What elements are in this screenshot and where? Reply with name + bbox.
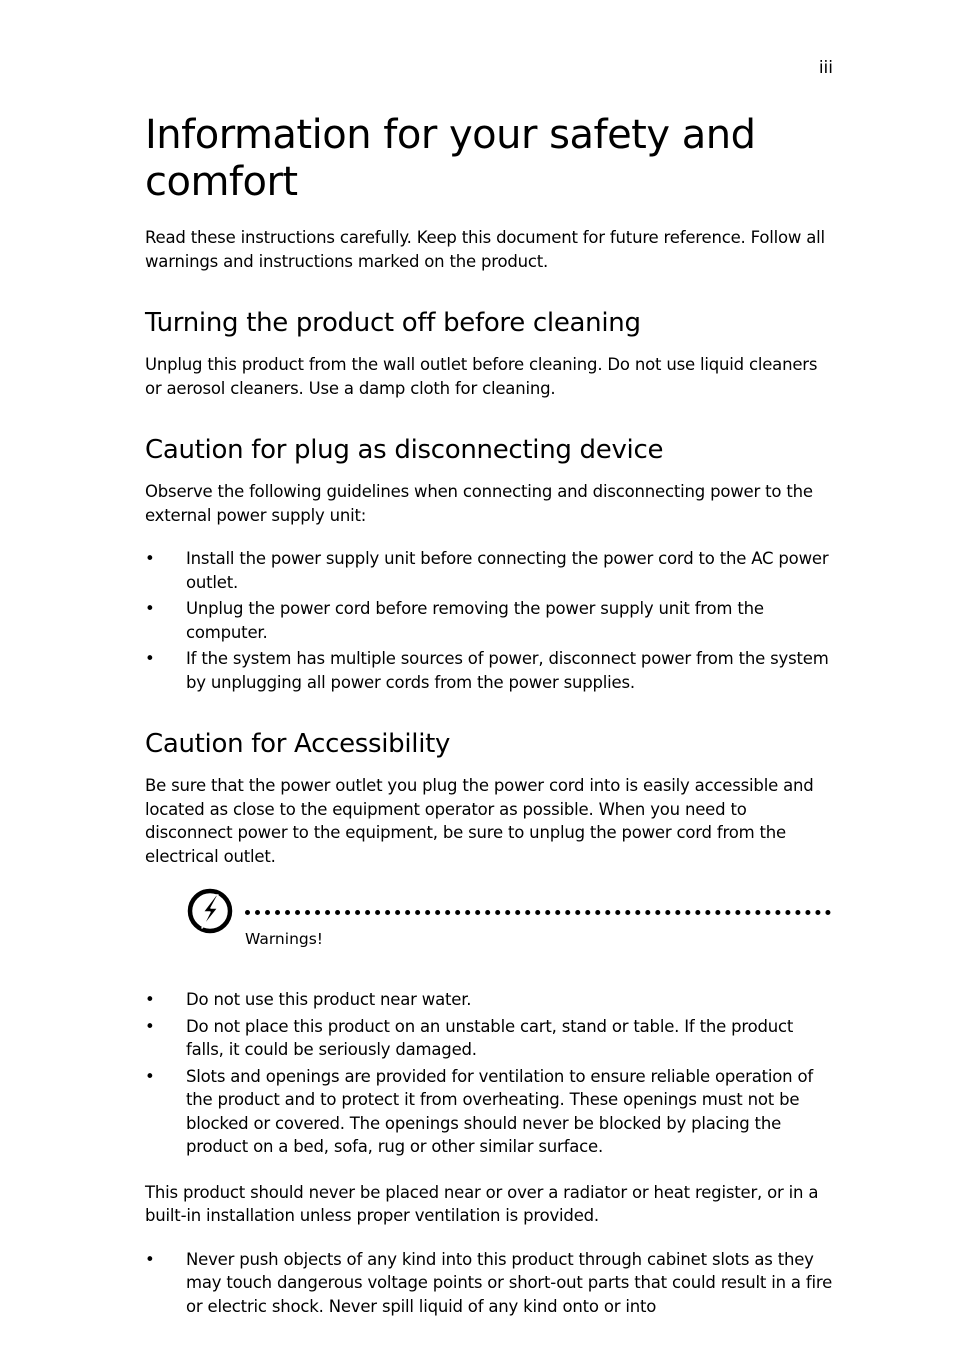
list-item-text: Install the power supply unit before connecting the power cord to the AC power outlet. [186,549,829,592]
list-item [145,1015,835,1062]
bullet-glyph: • [145,599,155,618]
section-text-plug: Observe the following guidelines when connecting and disconnecting power to the external power supply unit: [145,482,813,525]
bullet-glyph: • [145,549,155,568]
bullet-glyph: • [145,1016,155,1036]
bullet-glyph: • [145,1066,155,1086]
list-item [145,597,835,644]
list-item-text: Do not use this product near water. [186,990,472,1009]
list-item [145,647,835,694]
list-item [145,547,835,594]
section-text-accessibility: Be sure that the power outlet you plug the power cord into is easily accessible and located as close to the equipment operator as possible. When you need to disconnect power to the equipment, be sure to unplug the power cord from the electrical outlet. [145,776,814,866]
list-item-text: Slots and openings are provided for ventilation to ensure reliable operation of the product and to protect it from overheating. These openings must not be blocked or covered. The openings should never be blocked by placing the product on a bed, sofa, rug or other similar surface. [186,1066,813,1156]
section-heading-accessibility: Caution for Accessibility [145,729,451,759]
bullet-list-plug [145,547,835,694]
bullet-list-warnings [145,988,835,1159]
page-title: Information for your safety and comfort [145,112,756,205]
list-item-text: Unplug the power cord before removing the power supply unit from the computer. [186,599,764,642]
bullet-list-objects [145,1248,835,1319]
list-item [145,1248,835,1319]
section-text-cleaning: Unplug this product from the wall outlet before cleaning. Do not use liquid cleaners or aerosol cleaners. Use a damp cloth for cleaning. [145,355,818,398]
list-item [145,1065,835,1159]
bullet-glyph: • [145,649,155,668]
warning-callout [145,888,835,960]
section-heading-cleaning: Turning the product off before cleaning [145,308,641,338]
list-item [145,988,835,1012]
bullet-glyph: • [145,990,155,1009]
list-item-text: If the system has multiple sources of power, disconnect power from the system by unplugging all power cords from the power supplies. [186,649,829,692]
radiator-paragraph: This product should never be placed near or over a radiator or heat register, or in a built-in installation unless proper ventilation is provided. [145,1182,819,1225]
dotted-divider [245,910,831,915]
warning-label: Warnings! [245,930,324,948]
list-item-text: Never push objects of any kind into this product through cabinet slots as they may touch dangerous voltage points or short-out parts that could result in a fire or electric shock. Never spill liquid of any kind onto or into [186,1249,833,1316]
page-number: iii [818,58,833,78]
list-item-text: Do not place this product on an unstable cart, stand or table. If the product falls, it could be seriously damaged. [186,1016,794,1059]
intro-paragraph: Read these instructions carefully. Keep this document for future reference. Follow all warnings and instructions marked on the product. [145,228,825,271]
document-body [145,112,835,1340]
lightning-warning-icon [187,888,233,934]
section-heading-plug: Caution for plug as disconnecting device [145,435,664,465]
bullet-glyph: • [145,1249,155,1269]
